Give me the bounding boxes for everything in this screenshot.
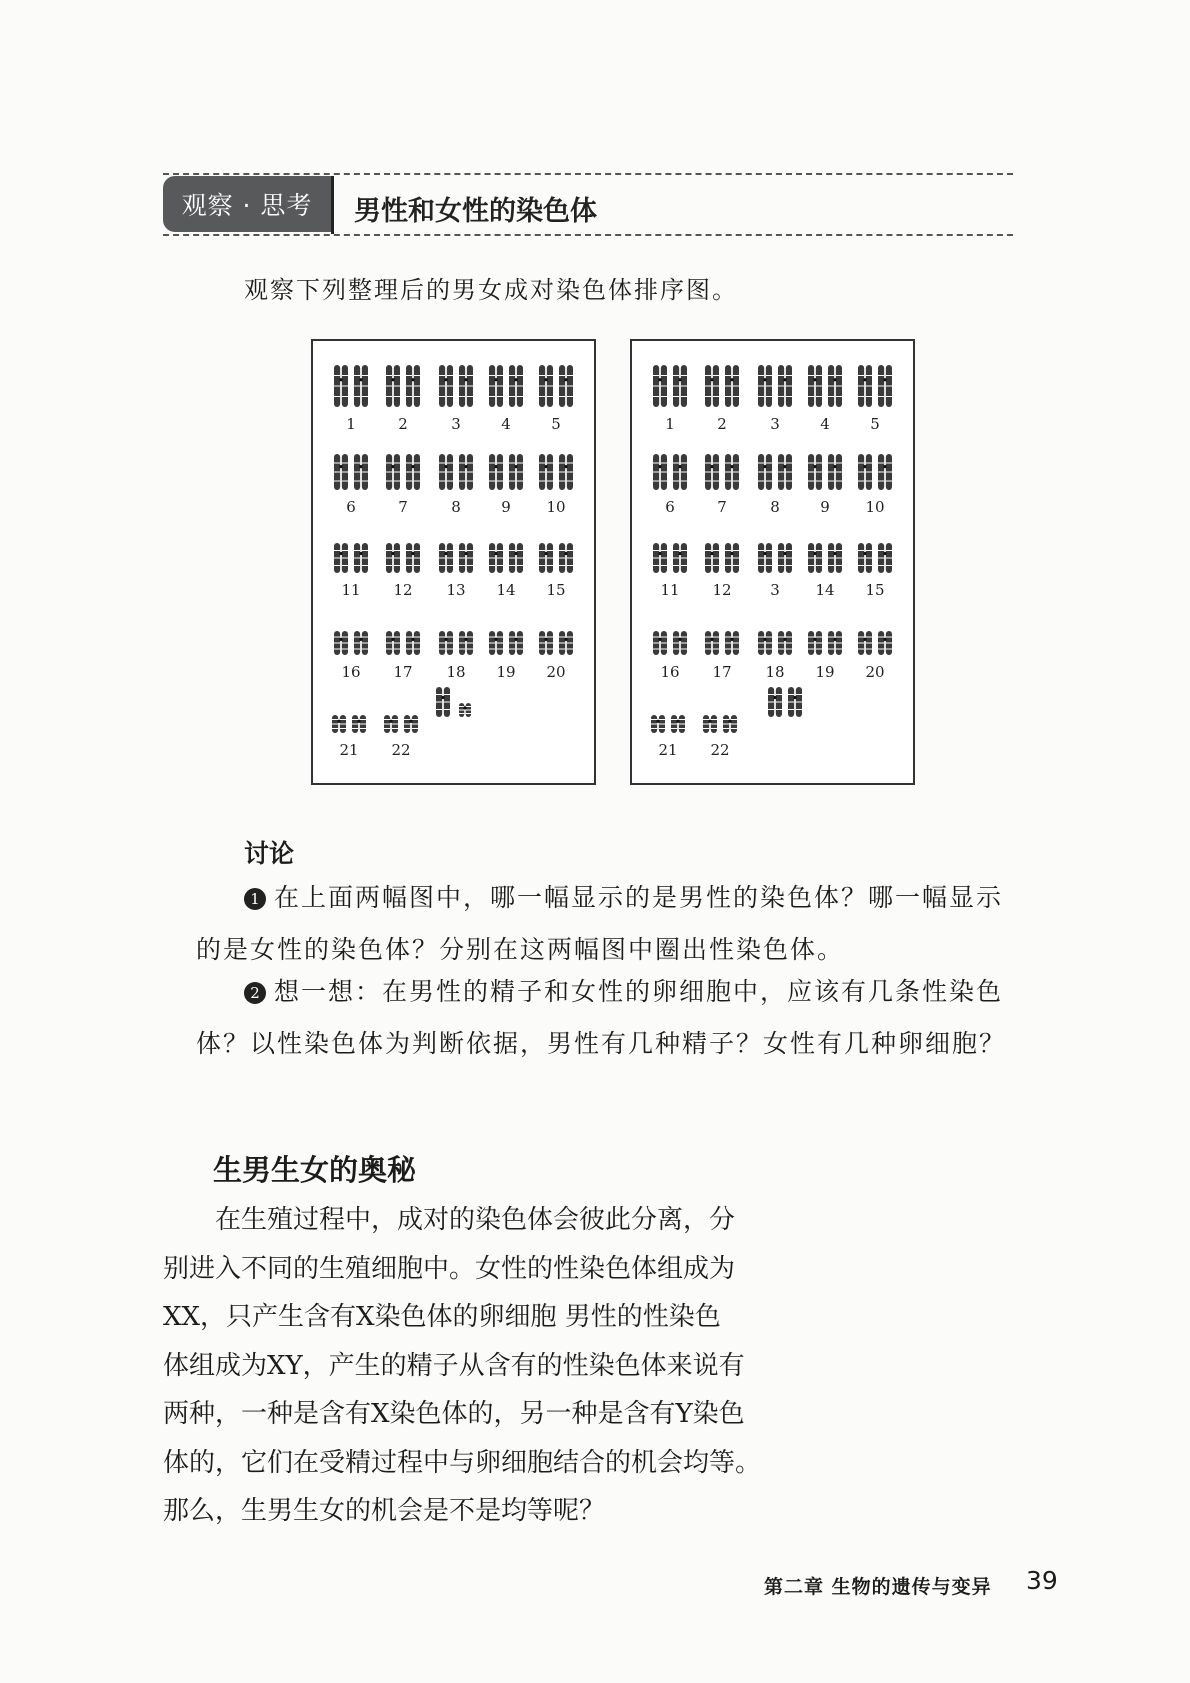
question-number-badge: 2 [244, 982, 266, 1004]
intro-text: 观察下列整理后的男女成对染色体排序图。 [244, 276, 738, 304]
activity-title: 男性和女性的染色体 [354, 196, 597, 227]
chromosome [705, 543, 719, 573]
chromosome [778, 454, 792, 490]
chromosome [439, 543, 453, 573]
karyotype-figure-left [311, 339, 596, 785]
chromosome [539, 543, 553, 573]
sex-chromosome-x [436, 687, 450, 717]
chromosome [878, 454, 892, 490]
chromosome [671, 715, 685, 733]
chromosome [705, 365, 719, 407]
sex-chromosome-y [459, 703, 471, 717]
section-body [163, 1196, 773, 1536]
chromosome-pair-label: 9 [820, 498, 830, 516]
chromosome-pair-label: 22 [710, 741, 730, 759]
chromosome-pair-label: 3 [770, 581, 780, 599]
chromosome [723, 715, 737, 733]
chromosome [489, 543, 503, 573]
chromosome [404, 715, 418, 733]
chromosome [778, 365, 792, 407]
chromosome [778, 631, 792, 655]
karyotype-figure-right [630, 339, 915, 785]
chromosome-pair-label: 19 [815, 663, 835, 681]
chromosome [459, 365, 473, 407]
page-number: 39 [1026, 1566, 1058, 1595]
chromosome-pair-label: 4 [820, 415, 830, 433]
chromosome [725, 543, 739, 573]
chromosome [539, 365, 553, 407]
chromosome [808, 454, 822, 490]
section-title: 生男生女的奥秘 [213, 1153, 417, 1187]
chromosome-pair-label: 5 [551, 415, 561, 433]
chromosome [354, 454, 368, 490]
chromosome-pair-label: 3 [451, 415, 461, 433]
question-1 [196, 872, 1026, 976]
chromosome [828, 365, 842, 407]
chromosome [808, 543, 822, 573]
question-2-line-2: 体？以性染色体为判断依据，男性有几种精子？女性有几种卵细胞？ [196, 1029, 1007, 1058]
chromosome [332, 715, 346, 733]
chromosome [808, 365, 822, 407]
chromosome-pair-label: 8 [451, 498, 461, 516]
chromosome [559, 365, 573, 407]
footer-chapter: 第二章 生物的遗传与变异 [764, 1576, 992, 1598]
chromosome [384, 715, 398, 733]
chromosome-pair-label: 20 [865, 663, 885, 681]
chromosome-pair-label: 17 [393, 663, 413, 681]
chromosome [459, 543, 473, 573]
chromosome [758, 543, 772, 573]
chromosome [808, 631, 822, 655]
chromosome [559, 454, 573, 490]
chromosome [673, 631, 687, 655]
chromosome [705, 631, 719, 655]
chromosome [673, 454, 687, 490]
chromosome [858, 454, 872, 490]
chromosome-pair-label: 19 [496, 663, 516, 681]
chromosome-pair-label: 5 [870, 415, 880, 433]
chromosome-pair-label: 1 [665, 415, 675, 433]
chromosome [334, 543, 348, 573]
sex-chromosome-x [768, 687, 782, 717]
chromosome [459, 631, 473, 655]
chromosome [386, 454, 400, 490]
chromosome-pair-label: 12 [712, 581, 732, 599]
chromosome-pair-label: 22 [391, 741, 411, 759]
chromosome [653, 543, 667, 573]
chromosome [509, 454, 523, 490]
chromosome-pair-label: 6 [665, 498, 675, 516]
chromosome [489, 454, 503, 490]
chromosome-pair-label: 14 [815, 581, 835, 599]
chromosome [758, 454, 772, 490]
question-2-line-1: 想一想：在男性的精子和女性的卵细胞中，应该有几条性染色 [274, 977, 1004, 1006]
chromosome [651, 715, 665, 733]
chromosome [878, 365, 892, 407]
chromosome [778, 543, 792, 573]
chromosome-pair-label: 11 [660, 581, 680, 599]
activity-tag: 观察 · 思考 [163, 176, 331, 232]
chromosome [703, 715, 717, 733]
chromosome [725, 631, 739, 655]
chromosome [352, 715, 366, 733]
chromosome [406, 631, 420, 655]
chromosome-pair-label: 15 [865, 581, 885, 599]
sex-chromosome-x [788, 687, 802, 717]
chromosome [354, 365, 368, 407]
chromosome [386, 631, 400, 655]
chromosome [705, 454, 719, 490]
chromosome [673, 365, 687, 407]
body-line: 两种，一种是含有X染色体的，另一种是含有Y染色 [163, 1399, 745, 1429]
chromosome [406, 543, 420, 573]
chromosome [653, 454, 667, 490]
chromosome [489, 365, 503, 407]
body-line: 那么，生男生女的机会是不是均等呢？ [163, 1496, 606, 1526]
chromosome-pair-label: 7 [717, 498, 727, 516]
chromosome [828, 631, 842, 655]
chromosome [509, 631, 523, 655]
body-line: 别进入不同的生殖细胞中。女性的性染色体组成为 [163, 1253, 736, 1284]
body-line: XX，只产生含有X染色体的卵细胞 男性的性染色 [163, 1302, 721, 1332]
chromosome [386, 543, 400, 573]
karyotype-chart-left [313, 341, 594, 783]
chromosome-pair-label: 7 [398, 498, 408, 516]
chromosome [828, 454, 842, 490]
chromosome [386, 365, 400, 407]
chromosome-pair-label: 21 [658, 741, 678, 759]
chromosome [559, 543, 573, 573]
question-number-badge: 1 [244, 888, 266, 910]
chromosome-pair-label: 12 [393, 581, 413, 599]
chromosome [489, 631, 503, 655]
chromosome [559, 631, 573, 655]
chromosome [725, 454, 739, 490]
chromosome [539, 454, 553, 490]
header-rule-bottom [163, 234, 1013, 236]
question-2 [196, 966, 1026, 1070]
chromosome [858, 631, 872, 655]
chromosome [858, 543, 872, 573]
chromosome [878, 543, 892, 573]
chromosome [509, 543, 523, 573]
chromosome-pair-label: 10 [865, 498, 885, 516]
chromosome [858, 365, 872, 407]
chromosome-pair-label: 8 [770, 498, 780, 516]
chromosome [653, 365, 667, 407]
chromosome-pair-label: 16 [660, 663, 680, 681]
chromosome [758, 365, 772, 407]
chromosome-pair-label: 2 [717, 415, 727, 433]
chromosome-pair-label: 1 [346, 415, 356, 433]
chromosome-pair-label: 3 [770, 415, 780, 433]
chromosome [828, 543, 842, 573]
chromosome-pair-label: 16 [341, 663, 361, 681]
chromosome-pair-label: 18 [446, 663, 466, 681]
chromosome [878, 631, 892, 655]
discussion-title: 讨论 [244, 839, 295, 868]
body-line: 体的，它们在受精过程中与卵细胞结合的机会均等。 [163, 1447, 762, 1478]
chromosome [653, 631, 667, 655]
chromosome-pair-label: 4 [501, 415, 511, 433]
chromosome [459, 454, 473, 490]
chromosome [673, 543, 687, 573]
header-rule-top [163, 173, 1013, 175]
chromosome-pair-label: 14 [496, 581, 516, 599]
question-1-line-1: 在上面两幅图中，哪一幅显示的是男性的染色体？哪一幅显示 [274, 883, 1004, 912]
chromosome [406, 454, 420, 490]
chromosome [758, 631, 772, 655]
chromosome [439, 454, 453, 490]
chromosome-pair-label: 20 [546, 663, 566, 681]
chromosome [439, 631, 453, 655]
chromosome-pair-label: 15 [546, 581, 566, 599]
chromosome-pair-label: 10 [546, 498, 566, 516]
chromosome-pair-label: 9 [501, 498, 511, 516]
header-separator [331, 176, 334, 234]
question-1-line-2: 的是女性的染色体？分别在这两幅图中圈出性染色体。 [196, 935, 845, 964]
chromosome-pair-label: 13 [446, 581, 466, 599]
chromosome [334, 631, 348, 655]
chromosome [725, 365, 739, 407]
karyotype-chart-right [632, 341, 913, 783]
chromosome [509, 365, 523, 407]
chromosome-pair-label: 18 [765, 663, 785, 681]
chromosome [354, 631, 368, 655]
chromosome-pair-label: 2 [398, 415, 408, 433]
chromosome-pair-label: 17 [712, 663, 732, 681]
chromosome [406, 365, 420, 407]
chromosome [539, 631, 553, 655]
chromosome [334, 365, 348, 407]
chromosome-pair-label: 21 [339, 741, 359, 759]
chromosome-pair-label: 11 [341, 581, 361, 599]
chromosome-pair-label: 6 [346, 498, 356, 516]
chromosome [439, 365, 453, 407]
body-line: 体组成为XY，产生的精子从含有的性染色体来说有 [163, 1350, 745, 1381]
chromosome [334, 454, 348, 490]
chromosome [354, 543, 368, 573]
body-line: 在生殖过程中，成对的染色体会彼此分离，分 [215, 1205, 736, 1235]
